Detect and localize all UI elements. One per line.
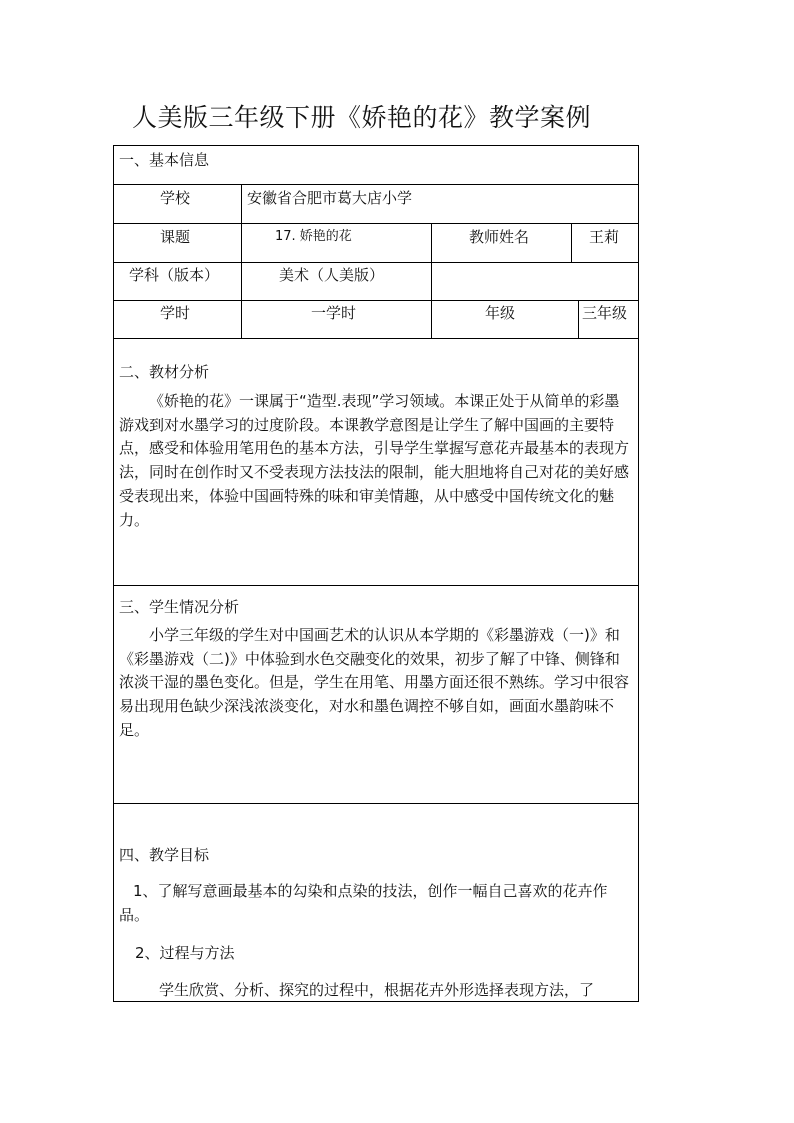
table-rule	[431, 223, 432, 338]
table-rule	[571, 223, 572, 262]
topic-label: 课题	[160, 228, 191, 246]
goal-1	[119, 880, 633, 927]
table-rule	[113, 184, 639, 185]
page-title: 人美版三年级下册《娇艳的花》教学案例	[132, 103, 592, 132]
goal-2-heading: 2、过程与方法	[135, 944, 235, 962]
table-rule	[113, 262, 639, 263]
goal-1-text: 1、了解写意画最基本的勾染和点染的技法，创作一幅自己喜欢的花卉作品。	[119, 882, 608, 924]
table-rule	[113, 223, 639, 224]
hours-value: 一学时	[311, 304, 357, 322]
topic-value: 17. 娇艳的花	[275, 229, 352, 244]
textbook-analysis-text	[119, 390, 633, 532]
section-heading-basic-info: 一、基本信息	[119, 151, 210, 169]
section-heading-teaching-goals: 四、教学目标	[119, 846, 210, 864]
teacher-label: 教师姓名	[469, 228, 530, 246]
table-rule	[113, 803, 639, 804]
textbook-analysis-body: 《娇艳的花》一课属于“造型.表现”学习领域。本课正处于从简单的彩墨游戏到对水墨学习的过度阶段。本课教学意图是让学生了解中国画的主要特点，感受和体验用笔用色的基本方法，引导学生掌握写意花卉最基本的表现方法，同时在创作时又不受表现方法技法的限制，能大胆地将自己对花的美好感受表现出来，体验中国画特殊的味和审美情趣，从中感受中国传统文化的魅力。	[119, 392, 630, 529]
school-label: 学校	[160, 189, 191, 207]
grade-label: 年级	[485, 304, 516, 322]
table-rule	[113, 1001, 639, 1002]
table-rule	[113, 300, 639, 301]
teacher-value: 王莉	[589, 228, 620, 246]
section-heading-textbook-analysis: 二、教材分析	[119, 363, 210, 381]
table-rule	[113, 585, 639, 586]
grade-value: 三年级	[582, 304, 628, 322]
subject-label: 学科（版本）	[129, 266, 220, 284]
table-rule	[113, 145, 639, 146]
student-analysis-text	[119, 624, 633, 743]
table-rule	[241, 184, 242, 338]
lesson-plan-table	[113, 145, 639, 1002]
school-value: 安徽省合肥市葛大店小学	[247, 189, 413, 207]
goal-2-body: 学生欣赏、分析、探究的过程中，根据花卉外形选择表现方法，了	[159, 981, 595, 999]
table-rule	[113, 145, 114, 1002]
section-heading-student-analysis: 三、学生情况分析	[119, 598, 240, 616]
table-rule	[113, 338, 639, 339]
subject-value: 美术（人美版）	[279, 266, 385, 284]
student-analysis-body: 小学三年级的学生对中国画艺术的认识从本学期的《彩墨游戏（一)》和《彩墨游戏（二)》中体验到水色交融变化的效果，初步了解了中锋、侧锋和浓淡干湿的墨色变化。但是，学生在用笔、用墨方面还很不熟练。学习中很容易出现用色缺少深浅浓淡变化，对水和墨色调控不够自如，画面水墨韵味不足。	[119, 626, 630, 739]
table-rule	[578, 300, 579, 338]
table-rule	[638, 145, 639, 1002]
hours-label: 学时	[160, 304, 191, 322]
